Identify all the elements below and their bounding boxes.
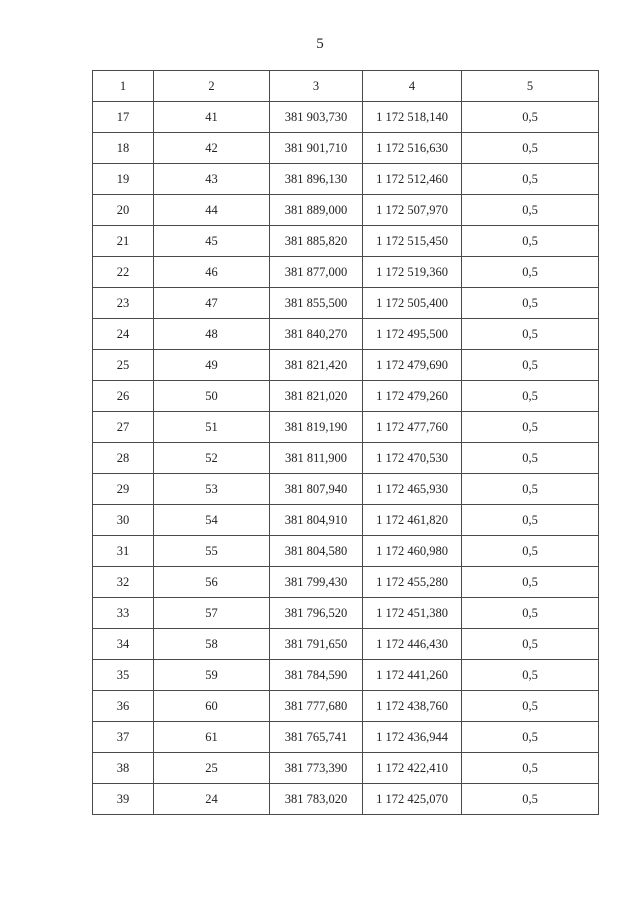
table-row — [93, 288, 599, 319]
table-cell: 43 — [154, 164, 270, 195]
table-cell: 1 172 516,630 — [363, 133, 462, 164]
table-cell: 381 811,900 — [270, 443, 363, 474]
table-cell: 1 172 422,410 — [363, 753, 462, 784]
table-cell: 25 — [93, 350, 154, 381]
table-cell: 381 799,430 — [270, 567, 363, 598]
table-cell: 1 172 507,970 — [363, 195, 462, 226]
table-row — [93, 753, 599, 784]
table-cell: 1 172 518,140 — [363, 102, 462, 133]
table-cell: 1 172 438,760 — [363, 691, 462, 722]
table-cell: 56 — [154, 567, 270, 598]
table-row — [93, 784, 599, 815]
table-header — [93, 71, 599, 102]
table-cell: 1 172 505,400 — [363, 288, 462, 319]
table-row — [93, 226, 599, 257]
table-cell: 39 — [93, 784, 154, 815]
table-row — [93, 443, 599, 474]
table-cell: 42 — [154, 133, 270, 164]
table-cell: 36 — [93, 691, 154, 722]
table-cell: 381 773,390 — [270, 753, 363, 784]
table-cell: 32 — [93, 567, 154, 598]
table-cell: 381 889,000 — [270, 195, 363, 226]
table-cell: 1 172 479,690 — [363, 350, 462, 381]
table-cell: 0,5 — [462, 784, 599, 815]
column-header: 4 — [363, 71, 462, 102]
table-row — [93, 691, 599, 722]
table-cell: 31 — [93, 536, 154, 567]
table-cell: 61 — [154, 722, 270, 753]
table-cell: 48 — [154, 319, 270, 350]
table-cell: 381 796,520 — [270, 598, 363, 629]
table-cell: 30 — [93, 505, 154, 536]
table-row — [93, 381, 599, 412]
table-cell: 0,5 — [462, 598, 599, 629]
table-cell: 34 — [93, 629, 154, 660]
table-row — [93, 567, 599, 598]
table-header-row — [93, 71, 599, 102]
table-cell: 0,5 — [462, 102, 599, 133]
column-header: 1 — [93, 71, 154, 102]
table-row — [93, 350, 599, 381]
table-cell: 1 172 436,944 — [363, 722, 462, 753]
table-cell: 381 807,940 — [270, 474, 363, 505]
table-cell: 33 — [93, 598, 154, 629]
table-cell: 0,5 — [462, 567, 599, 598]
table-cell: 1 172 465,930 — [363, 474, 462, 505]
table-cell: 18 — [93, 133, 154, 164]
table-cell: 381 901,710 — [270, 133, 363, 164]
table-cell: 0,5 — [462, 660, 599, 691]
table-row — [93, 722, 599, 753]
table-cell: 0,5 — [462, 412, 599, 443]
table-cell: 55 — [154, 536, 270, 567]
table-cell: 1 172 515,450 — [363, 226, 462, 257]
table-cell: 41 — [154, 102, 270, 133]
table-cell: 1 172 425,070 — [363, 784, 462, 815]
table-cell: 381 896,130 — [270, 164, 363, 195]
table-cell: 1 172 512,460 — [363, 164, 462, 195]
table-cell: 0,5 — [462, 474, 599, 505]
table-cell: 17 — [93, 102, 154, 133]
table-cell: 381 821,020 — [270, 381, 363, 412]
table-cell: 1 172 479,260 — [363, 381, 462, 412]
table-cell: 0,5 — [462, 629, 599, 660]
table-row — [93, 505, 599, 536]
coordinates-table — [92, 70, 599, 815]
table-cell: 59 — [154, 660, 270, 691]
table-cell: 58 — [154, 629, 270, 660]
table-row — [93, 319, 599, 350]
table-cell: 46 — [154, 257, 270, 288]
table-cell: 381 840,270 — [270, 319, 363, 350]
table-cell: 0,5 — [462, 505, 599, 536]
table-row — [93, 102, 599, 133]
table-cell: 22 — [93, 257, 154, 288]
table-cell: 1 172 455,280 — [363, 567, 462, 598]
table-cell: 0,5 — [462, 226, 599, 257]
table-cell: 1 172 470,530 — [363, 443, 462, 474]
table-cell: 0,5 — [462, 257, 599, 288]
table-cell: 19 — [93, 164, 154, 195]
table-cell: 52 — [154, 443, 270, 474]
table-cell: 23 — [93, 288, 154, 319]
table-cell: 0,5 — [462, 443, 599, 474]
table-cell: 29 — [93, 474, 154, 505]
table-cell: 381 855,500 — [270, 288, 363, 319]
table-row — [93, 133, 599, 164]
table-cell: 0,5 — [462, 381, 599, 412]
table-cell: 25 — [154, 753, 270, 784]
column-header: 5 — [462, 71, 599, 102]
table-cell: 1 172 519,360 — [363, 257, 462, 288]
table-cell: 0,5 — [462, 350, 599, 381]
table-body — [93, 102, 599, 815]
table-cell: 1 172 451,380 — [363, 598, 462, 629]
table-cell: 37 — [93, 722, 154, 753]
table-row — [93, 598, 599, 629]
table-cell: 0,5 — [462, 722, 599, 753]
table-cell: 0,5 — [462, 691, 599, 722]
table-cell: 381 804,910 — [270, 505, 363, 536]
table-cell: 53 — [154, 474, 270, 505]
table-cell: 0,5 — [462, 133, 599, 164]
table-row — [93, 629, 599, 660]
table-cell: 381 903,730 — [270, 102, 363, 133]
table-cell: 0,5 — [462, 753, 599, 784]
table-cell: 49 — [154, 350, 270, 381]
table-cell: 24 — [93, 319, 154, 350]
table-cell: 381 783,020 — [270, 784, 363, 815]
table-cell: 381 784,590 — [270, 660, 363, 691]
table-cell: 20 — [93, 195, 154, 226]
table-cell: 381 791,650 — [270, 629, 363, 660]
table-cell: 0,5 — [462, 164, 599, 195]
table-cell: 1 172 477,760 — [363, 412, 462, 443]
table-cell: 381 885,820 — [270, 226, 363, 257]
table-cell: 0,5 — [462, 536, 599, 567]
table-cell: 381 765,741 — [270, 722, 363, 753]
table-cell: 381 804,580 — [270, 536, 363, 567]
column-header: 3 — [270, 71, 363, 102]
table-cell: 0,5 — [462, 288, 599, 319]
table-cell: 0,5 — [462, 319, 599, 350]
page-number: 5 — [316, 36, 324, 52]
table-cell: 0,5 — [462, 195, 599, 226]
table-cell: 1 172 460,980 — [363, 536, 462, 567]
table-cell: 54 — [154, 505, 270, 536]
table-cell: 51 — [154, 412, 270, 443]
table-row — [93, 412, 599, 443]
table-cell: 44 — [154, 195, 270, 226]
table-cell: 381 821,420 — [270, 350, 363, 381]
table-cell: 1 172 461,820 — [363, 505, 462, 536]
table-cell: 28 — [93, 443, 154, 474]
table-cell: 50 — [154, 381, 270, 412]
table-cell: 24 — [154, 784, 270, 815]
table-row — [93, 195, 599, 226]
table-cell: 45 — [154, 226, 270, 257]
table-row — [93, 660, 599, 691]
table-cell: 35 — [93, 660, 154, 691]
table-cell: 57 — [154, 598, 270, 629]
table-cell: 1 172 441,260 — [363, 660, 462, 691]
table-cell: 1 172 495,500 — [363, 319, 462, 350]
table-cell: 381 819,190 — [270, 412, 363, 443]
table-cell: 60 — [154, 691, 270, 722]
table-cell: 381 777,680 — [270, 691, 363, 722]
table-cell: 47 — [154, 288, 270, 319]
table-cell: 1 172 446,430 — [363, 629, 462, 660]
table-cell: 27 — [93, 412, 154, 443]
table-row — [93, 536, 599, 567]
table-cell: 38 — [93, 753, 154, 784]
table-cell: 26 — [93, 381, 154, 412]
table-row — [93, 474, 599, 505]
table-row — [93, 164, 599, 195]
table-cell: 21 — [93, 226, 154, 257]
column-header: 2 — [154, 71, 270, 102]
table-row — [93, 257, 599, 288]
table-cell: 381 877,000 — [270, 257, 363, 288]
